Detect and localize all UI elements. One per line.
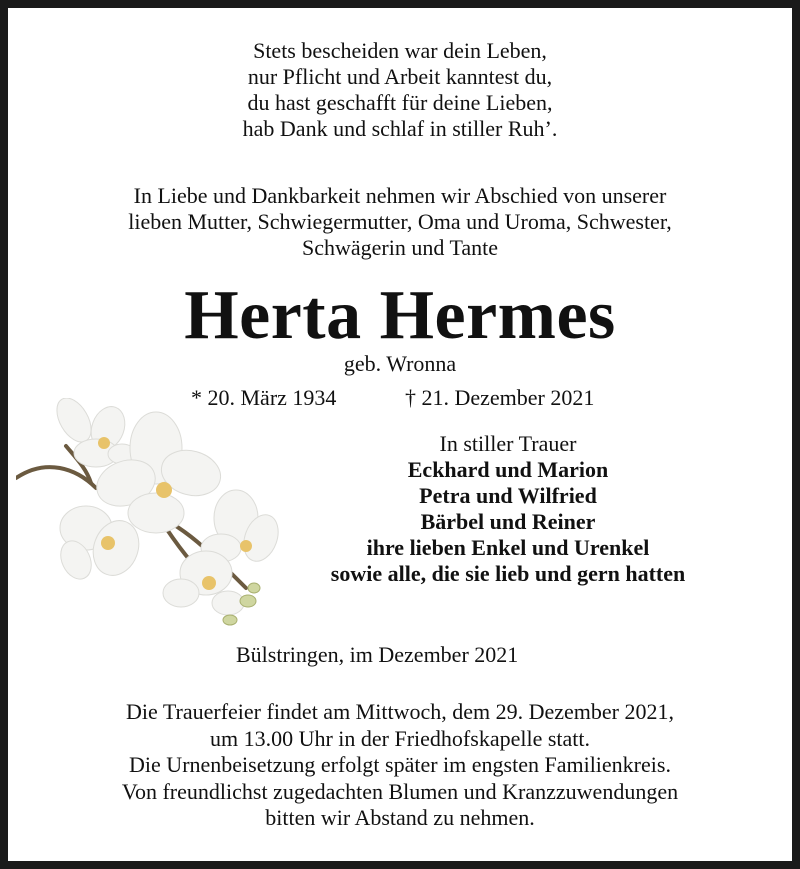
mourners-heading: In stiller Trauer <box>439 431 577 456</box>
ceremony-info <box>16 699 784 832</box>
poem-line: Stets bescheiden war dein Leben, <box>253 38 547 63</box>
mourner-name: sowie alle, die sie lieb und gern hatten <box>330 561 686 586</box>
place-date: Bülstringen, im Dezember 2021 <box>236 642 519 667</box>
intro-text <box>16 183 784 261</box>
mourner-name: Eckhard und Marion <box>407 457 609 482</box>
poem-line: hab Dank und schlaf in stiller Ruh’. <box>242 116 558 141</box>
birth-name-text: geb. Wronna <box>343 351 457 376</box>
mourners-block <box>288 431 728 587</box>
ceremony-line: Die Urnenbeisetzung erfolgt später im engsten Familienkreis. <box>129 752 671 777</box>
poem <box>16 38 784 142</box>
death-date: † 21. Dezember 2021 <box>405 385 595 410</box>
mourner-name: Bärbel und Reiner <box>420 509 596 534</box>
mourner-name: ihre lieben Enkel und Urenkel <box>366 535 650 560</box>
intro-line: In Liebe und Dankbarkeit nehmen wir Abschied von unserer <box>133 183 667 208</box>
birth-date: * 20. März 1934 <box>191 385 337 410</box>
ceremony-line: um 13.00 Uhr in der Friedhofskapelle statt. <box>209 725 591 751</box>
ceremony-line: bitten wir Abstand zu nehmen. <box>265 805 535 830</box>
poem-line: du hast geschafft für deine Lieben, <box>247 90 553 115</box>
mourner-name: Petra und Wilfried <box>419 483 597 508</box>
intro-line: Schwägerin und Tante <box>301 235 498 260</box>
intro-line: lieben Mutter, Schwiegermutter, Oma und Uroma, Schwester, <box>128 209 672 234</box>
ceremony-line: Von freundlichst zugedachten Blumen und Kranzzuwendungen <box>121 778 679 804</box>
ceremony-line: Die Trauerfeier findet am Mittwoch, dem 29. Dezember 2021, <box>125 699 674 724</box>
poem-line: nur Pflicht und Arbeit kanntest du, <box>247 64 553 89</box>
birth-name <box>16 351 784 377</box>
orchid-icon <box>16 398 296 628</box>
deceased-name: Herta Hermes <box>184 277 616 354</box>
